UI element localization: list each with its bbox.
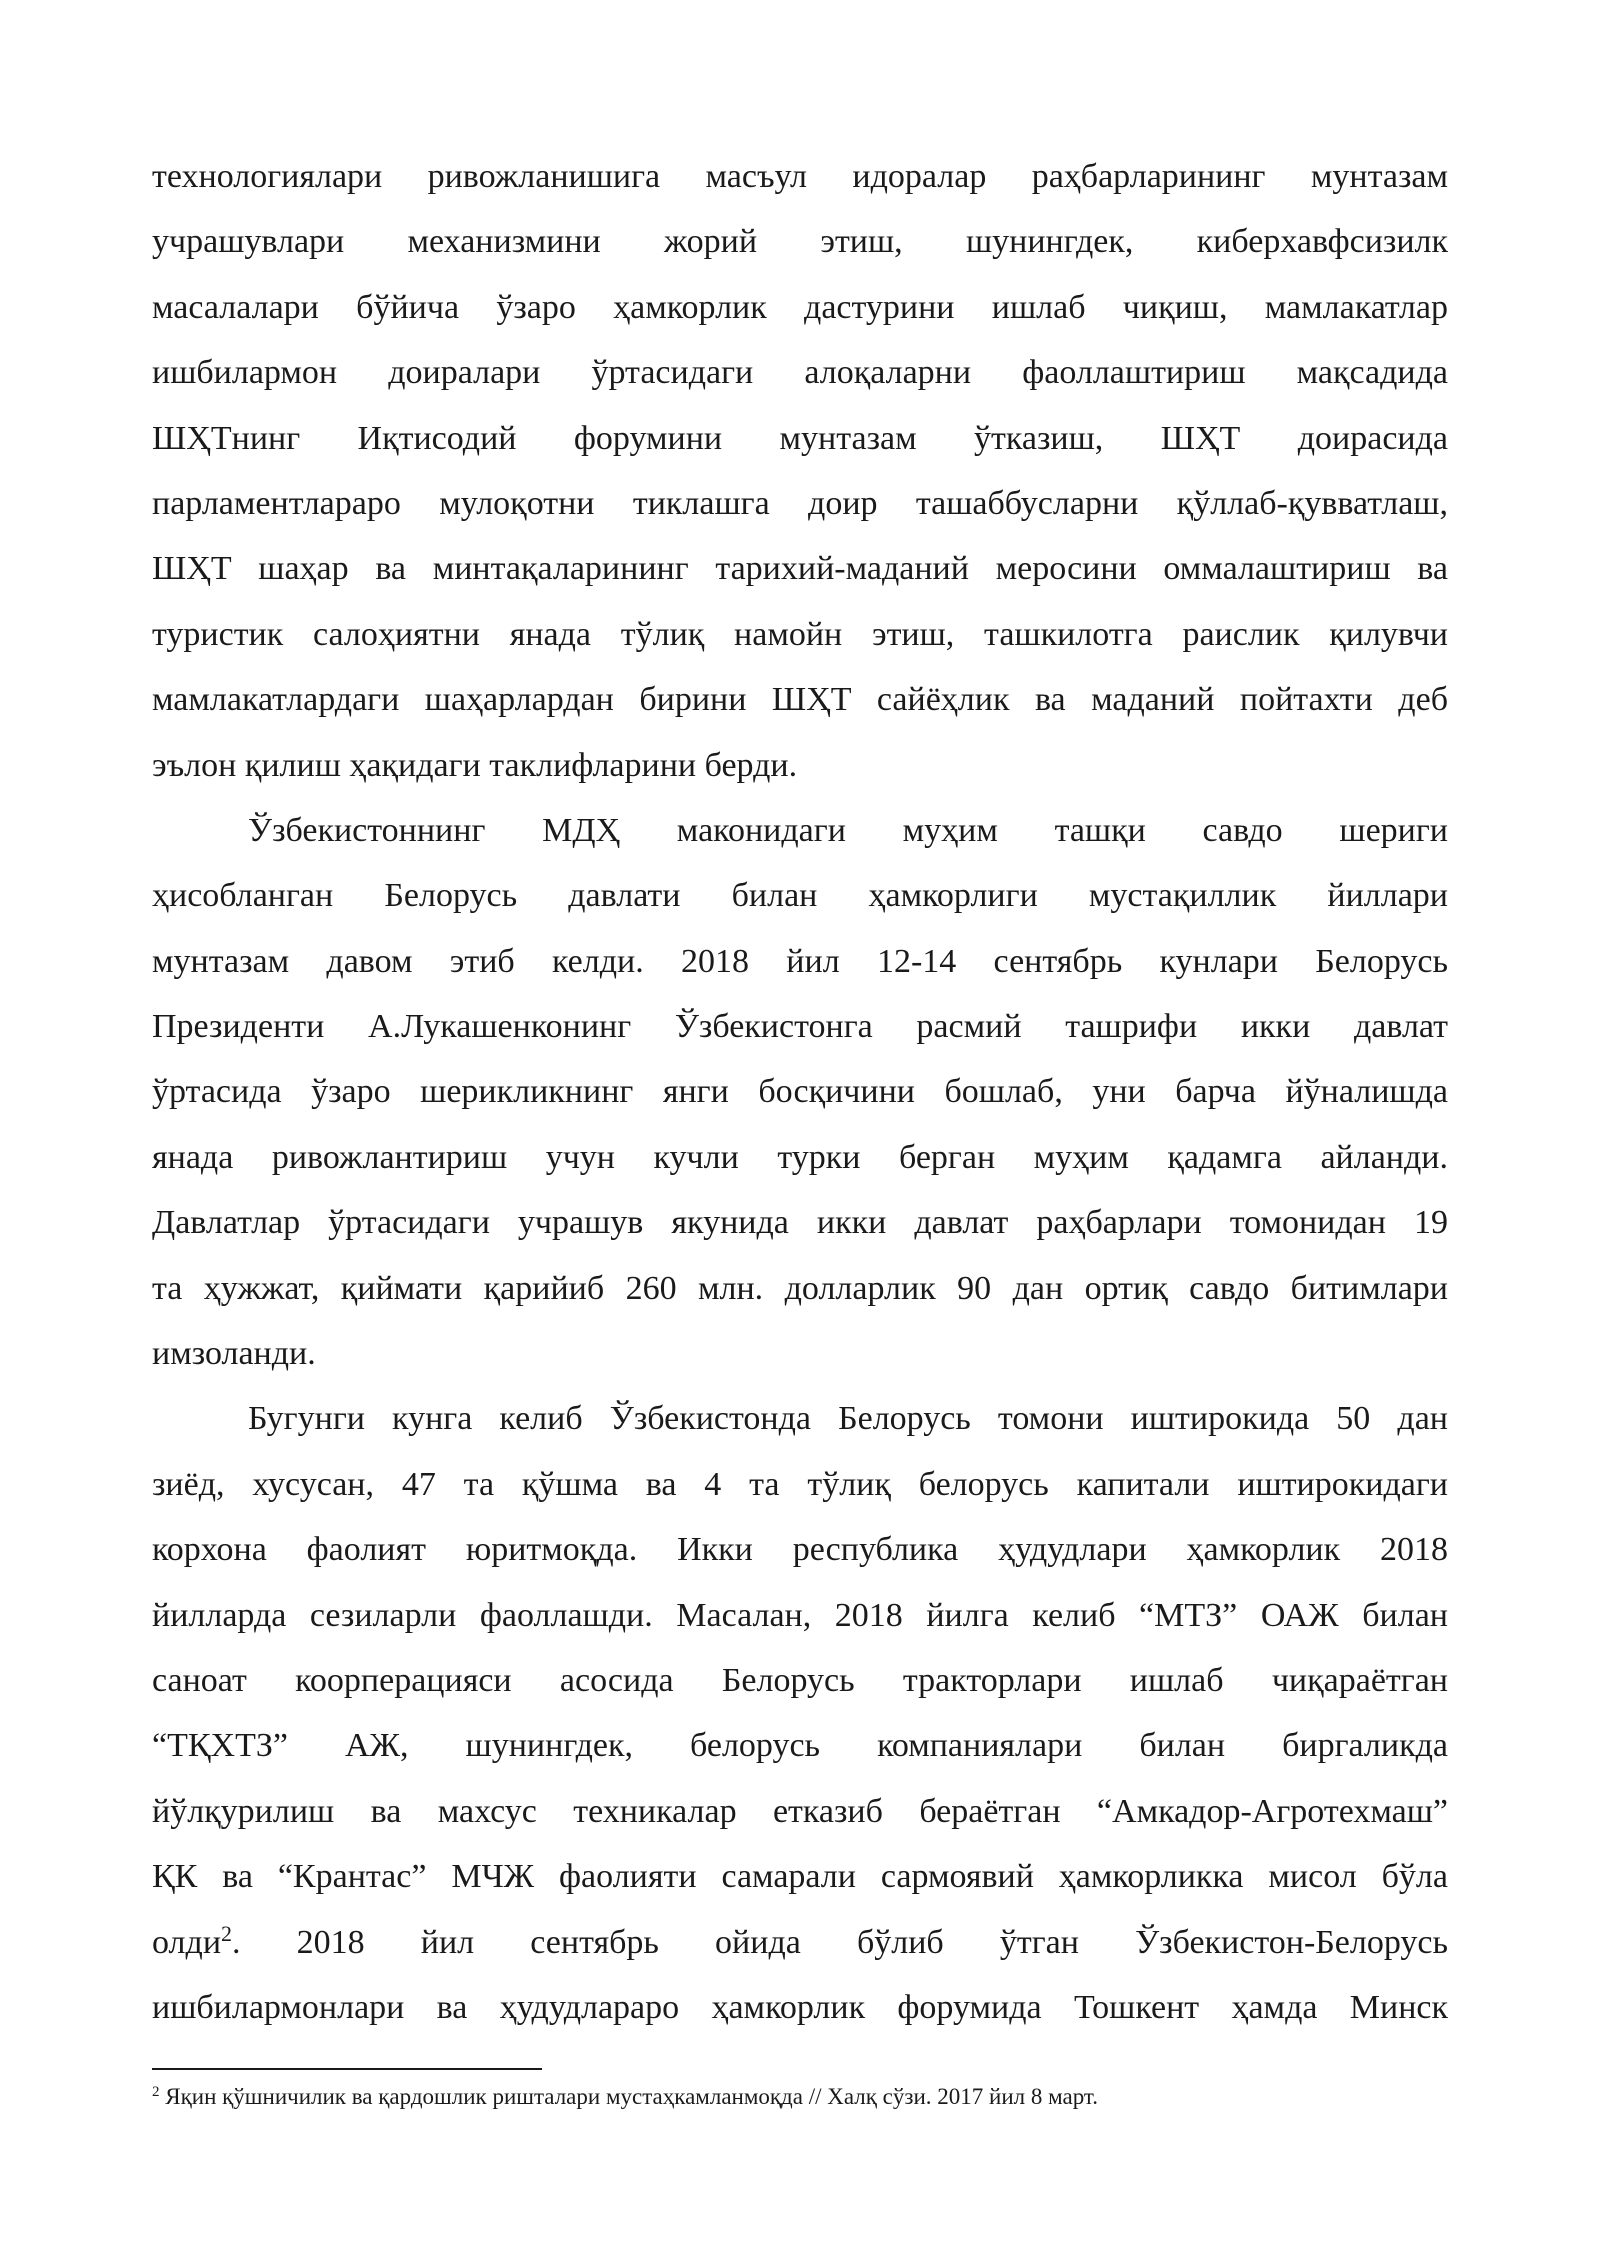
text-line: йўлқурилиш ва махсус техникалар етказиб бераётган “Амкадор-Агротехмаш” xyxy=(152,1792,1448,1830)
text-line: “ТҚХТЗ” АЖ, шунингдек, белорусь компаниялари билан биргаликда xyxy=(152,1727,1448,1765)
text-line: Ўзбекистоннинг МДҲ маконидаги муҳим ташқи савдо шериги xyxy=(248,811,1448,849)
paragraph-2 xyxy=(152,798,1448,1387)
line-start: олди xyxy=(152,1923,222,1961)
body-text xyxy=(152,144,1448,2040)
text-line: ишбилармон доиралари ўртасидаги алоқаларни фаоллаштириш мақсадида xyxy=(152,354,1448,392)
text-line: ҚК ва “Крантас” МЧЖ фаолияти самарали сармоявий ҳамкорликка мисол бўла xyxy=(152,1858,1448,1896)
line-end: . 2018 йил сентябрь ойида бўлиб ўтган Ўзбекистон-Белорусь xyxy=(232,1923,1448,1961)
text-line: Президенти А.Лукашенконинг Ўзбекистонга расмий ташрифи икки давлат xyxy=(152,1008,1448,1046)
text-line: технологиялари ривожланишига масъул идоралар раҳбарларининг мунтазам xyxy=(152,158,1448,195)
text-line: парламентлараро мулоқотни тиклашга доир ташаббусларни қўллаб-қувватлаш, xyxy=(152,484,1448,522)
text-line: туристик салоҳиятни янада тўлиқ намойн этиш, ташкилотга раислик қилувчи xyxy=(152,615,1448,653)
text-line: ШҲТ шаҳар ва минтақаларининг тарихий-маданий меросини оммалаштириш ва xyxy=(152,550,1448,588)
text-line: эълон қилиш ҳақидаги таклифларини берди. xyxy=(152,746,798,784)
text-line: саноат коорперацияси асосида Белорусь тракторлари ишлаб чиқараётган xyxy=(152,1661,1448,1699)
text-line: ШҲТнинг Иқтисодий форумини мунтазам ўтказиш, ШҲТ доирасида xyxy=(152,419,1448,457)
text-line: корхона фаолият юритмоқда. Икки республика ҳудудлари ҳамкорлик 2018 xyxy=(152,1531,1448,1569)
footnote-reference[interactable]: 2 xyxy=(221,1920,233,1946)
text-line: Бугунги кунга келиб Ўзбекистонда Белорусь томони иштирокида 50 дан xyxy=(248,1400,1448,1438)
footnote xyxy=(152,2082,1448,2112)
text-line: мамлакатлардаги шаҳарлардан бирини ШҲТ сайёҳлик ва маданий пойтахти деб xyxy=(152,681,1448,719)
paragraph-1 xyxy=(152,144,1448,798)
footnote-separator xyxy=(152,2068,542,2070)
text-line: зиёд, хусусан, 47 та қўшма ва 4 та тўлиқ белорусь капитали иштирокидаги xyxy=(152,1465,1448,1503)
text-line: учрашувлари механизмини жорий этиш, шунингдек, киберхавфсизилк xyxy=(152,223,1448,261)
text-line: янада ривожлантириш учун кучли турки берган муҳим қадамга айланди. xyxy=(152,1138,1448,1176)
text-line: ўртасида ўзаро шерикликнинг янги босқичини бошлаб, уни барча йўналишда xyxy=(152,1073,1448,1111)
paragraph-3 xyxy=(152,1386,1448,2040)
footnote-text: Яқин қўшничилик ва қардошлик ришталари мустаҳкамланмоқда // Халқ сўзи. 2017 йил 8 март. xyxy=(159,2084,1098,2109)
text-line-with-footnote-ref xyxy=(152,1910,1448,1975)
text-line: Давлатлар ўртасидаги учрашув якунида икки давлат раҳбарлари томонидан 19 xyxy=(152,1204,1448,1242)
text-line: ҳисобланган Белорусь давлати билан ҳамкорлиги мустақиллик йиллари xyxy=(152,877,1448,915)
footnote-marker: 2 xyxy=(152,2084,160,2100)
text-line: йилларда сезиларли фаоллашди. Масалан, 2018 йилга келиб “МТЗ” ОАЖ билан xyxy=(152,1596,1448,1634)
text-line: мунтазам давом этиб келди. 2018 йил 12-14 сентябрь кунлари Белорусь xyxy=(152,942,1448,980)
text-line: масалалари бўйича ўзаро ҳамкорлик дастурини ишлаб чиқиш, мамлакатлар xyxy=(152,288,1448,326)
text-line: та ҳужжат, қиймати қарийиб 260 млн. долларлик 90 дан ортиқ савдо битимлари xyxy=(152,1269,1448,1307)
text-line: ишбилармонлари ва ҳудудлараро ҳамкорлик форумида Тошкент ҳамда Минск xyxy=(152,1988,1448,2026)
text-line: имзоланди. xyxy=(152,1335,316,1373)
